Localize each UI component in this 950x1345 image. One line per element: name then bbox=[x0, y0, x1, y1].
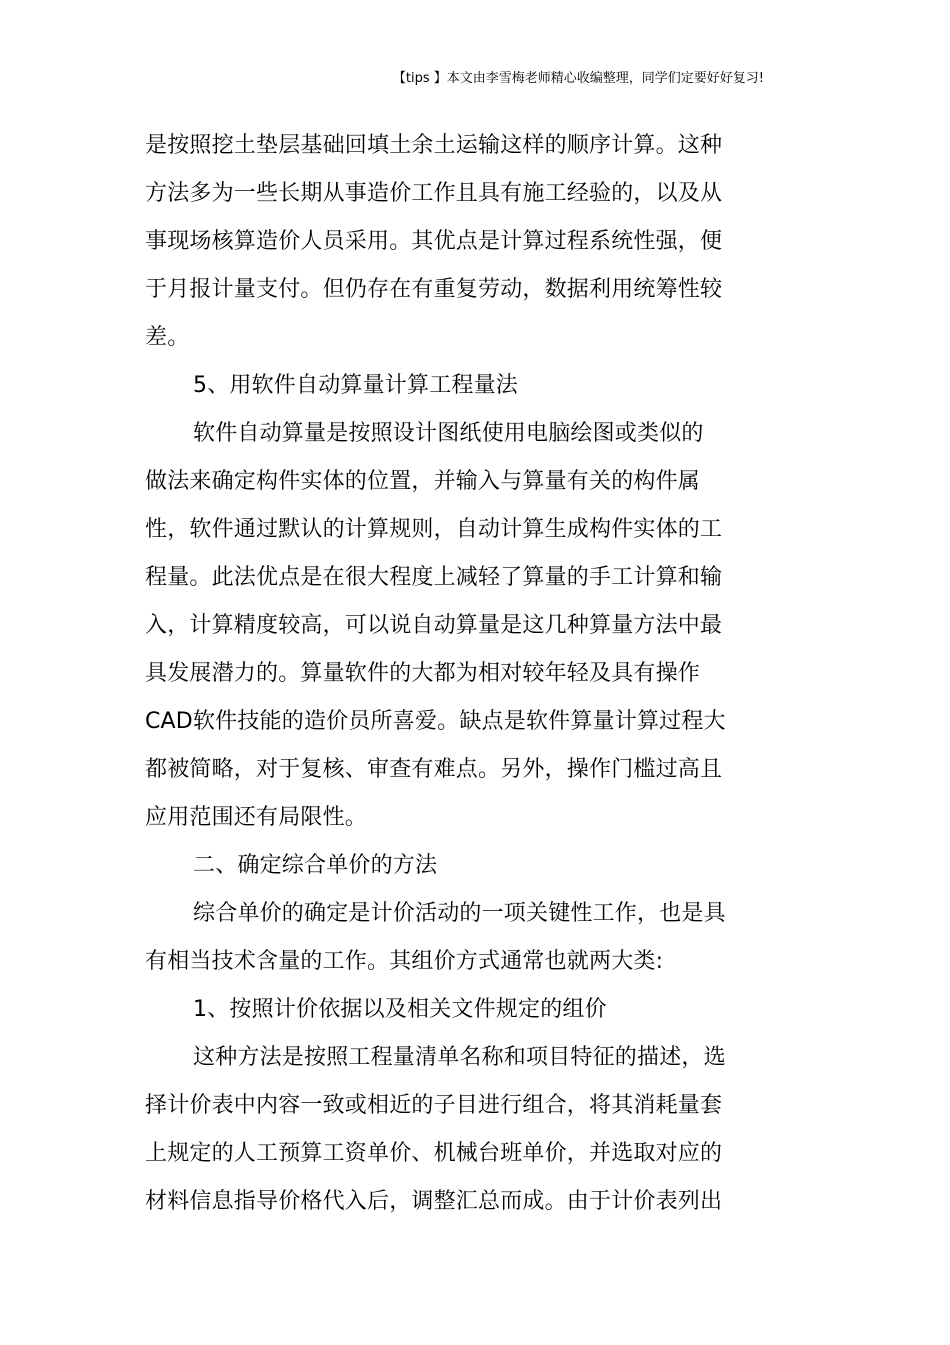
text-line: 性，软件通过默认的计算规则，自动计算生成构件实体的工 bbox=[145, 517, 723, 542]
text-line: 具发展潜力的。算量软件的大都为相对较年轻及具有操作 bbox=[145, 661, 701, 686]
text-line: 方法多为一些长期从事造价工作且具有施工经验的，以及从 bbox=[145, 181, 723, 206]
section-heading: 二、确定综合单价的方法 bbox=[193, 853, 438, 878]
body-text bbox=[145, 124, 755, 1228]
text-line: 应用范围还有局限性。 bbox=[145, 805, 368, 830]
text-line: 做法来确定构件实体的位置，并输入与算量有关的构件属 bbox=[145, 469, 701, 494]
paragraph-start: 软件自动算量是按照设计图纸使用电脑绘图或类似的 bbox=[193, 421, 704, 446]
section-heading: 1、按照计价依据以及相关文件规定的组价 bbox=[193, 997, 607, 1022]
header-tips-note: 【tips 】本文由李雪梅老师精心收编整理，同学们定要好好复习! bbox=[392, 71, 764, 86]
text-line: 材料信息指导价格代入后，调整汇总而成。由于计价表列出 bbox=[145, 1189, 723, 1214]
paragraph-start: 这种方法是按照工程量清单名称和项目特征的描述，选 bbox=[193, 1045, 726, 1070]
text-line: 上规定的人工预算工资单价、机械台班单价，并选取对应的 bbox=[145, 1141, 723, 1166]
text-line: 事现场核算造价人员采用。其优点是计算过程系统性强，便 bbox=[145, 229, 723, 254]
text-line: 程量。此法优点是在很大程度上减轻了算量的手工计算和输 bbox=[145, 565, 723, 590]
paragraph-start: 综合单价的确定是计价活动的一项关键性工作，也是具 bbox=[193, 901, 726, 926]
text-line: CAD软件技能的造价员所喜爱。缺点是软件算量计算过程大 bbox=[145, 709, 726, 734]
text-line: 差。 bbox=[145, 325, 190, 350]
text-line: 入，计算精度较高，可以说自动算量是这几种算量方法中最 bbox=[145, 613, 723, 638]
text-line: 于月报计量支付。但仍存在有重复劳动，数据利用统筹性较 bbox=[145, 277, 723, 302]
text-line: 择计价表中内容一致或相近的子目进行组合，将其消耗量套 bbox=[145, 1093, 723, 1118]
section-heading: 5、用软件自动算量计算工程量法 bbox=[193, 373, 518, 398]
text-line: 都被简略，对于复核、审查有难点。另外，操作门槛过高且 bbox=[145, 757, 723, 782]
text-line: 有相当技术含量的工作。其组价方式通常也就两大类: bbox=[145, 949, 664, 974]
text-line: 是按照挖土垫层基础回填土余土运输这样的顺序计算。这种 bbox=[145, 133, 723, 158]
